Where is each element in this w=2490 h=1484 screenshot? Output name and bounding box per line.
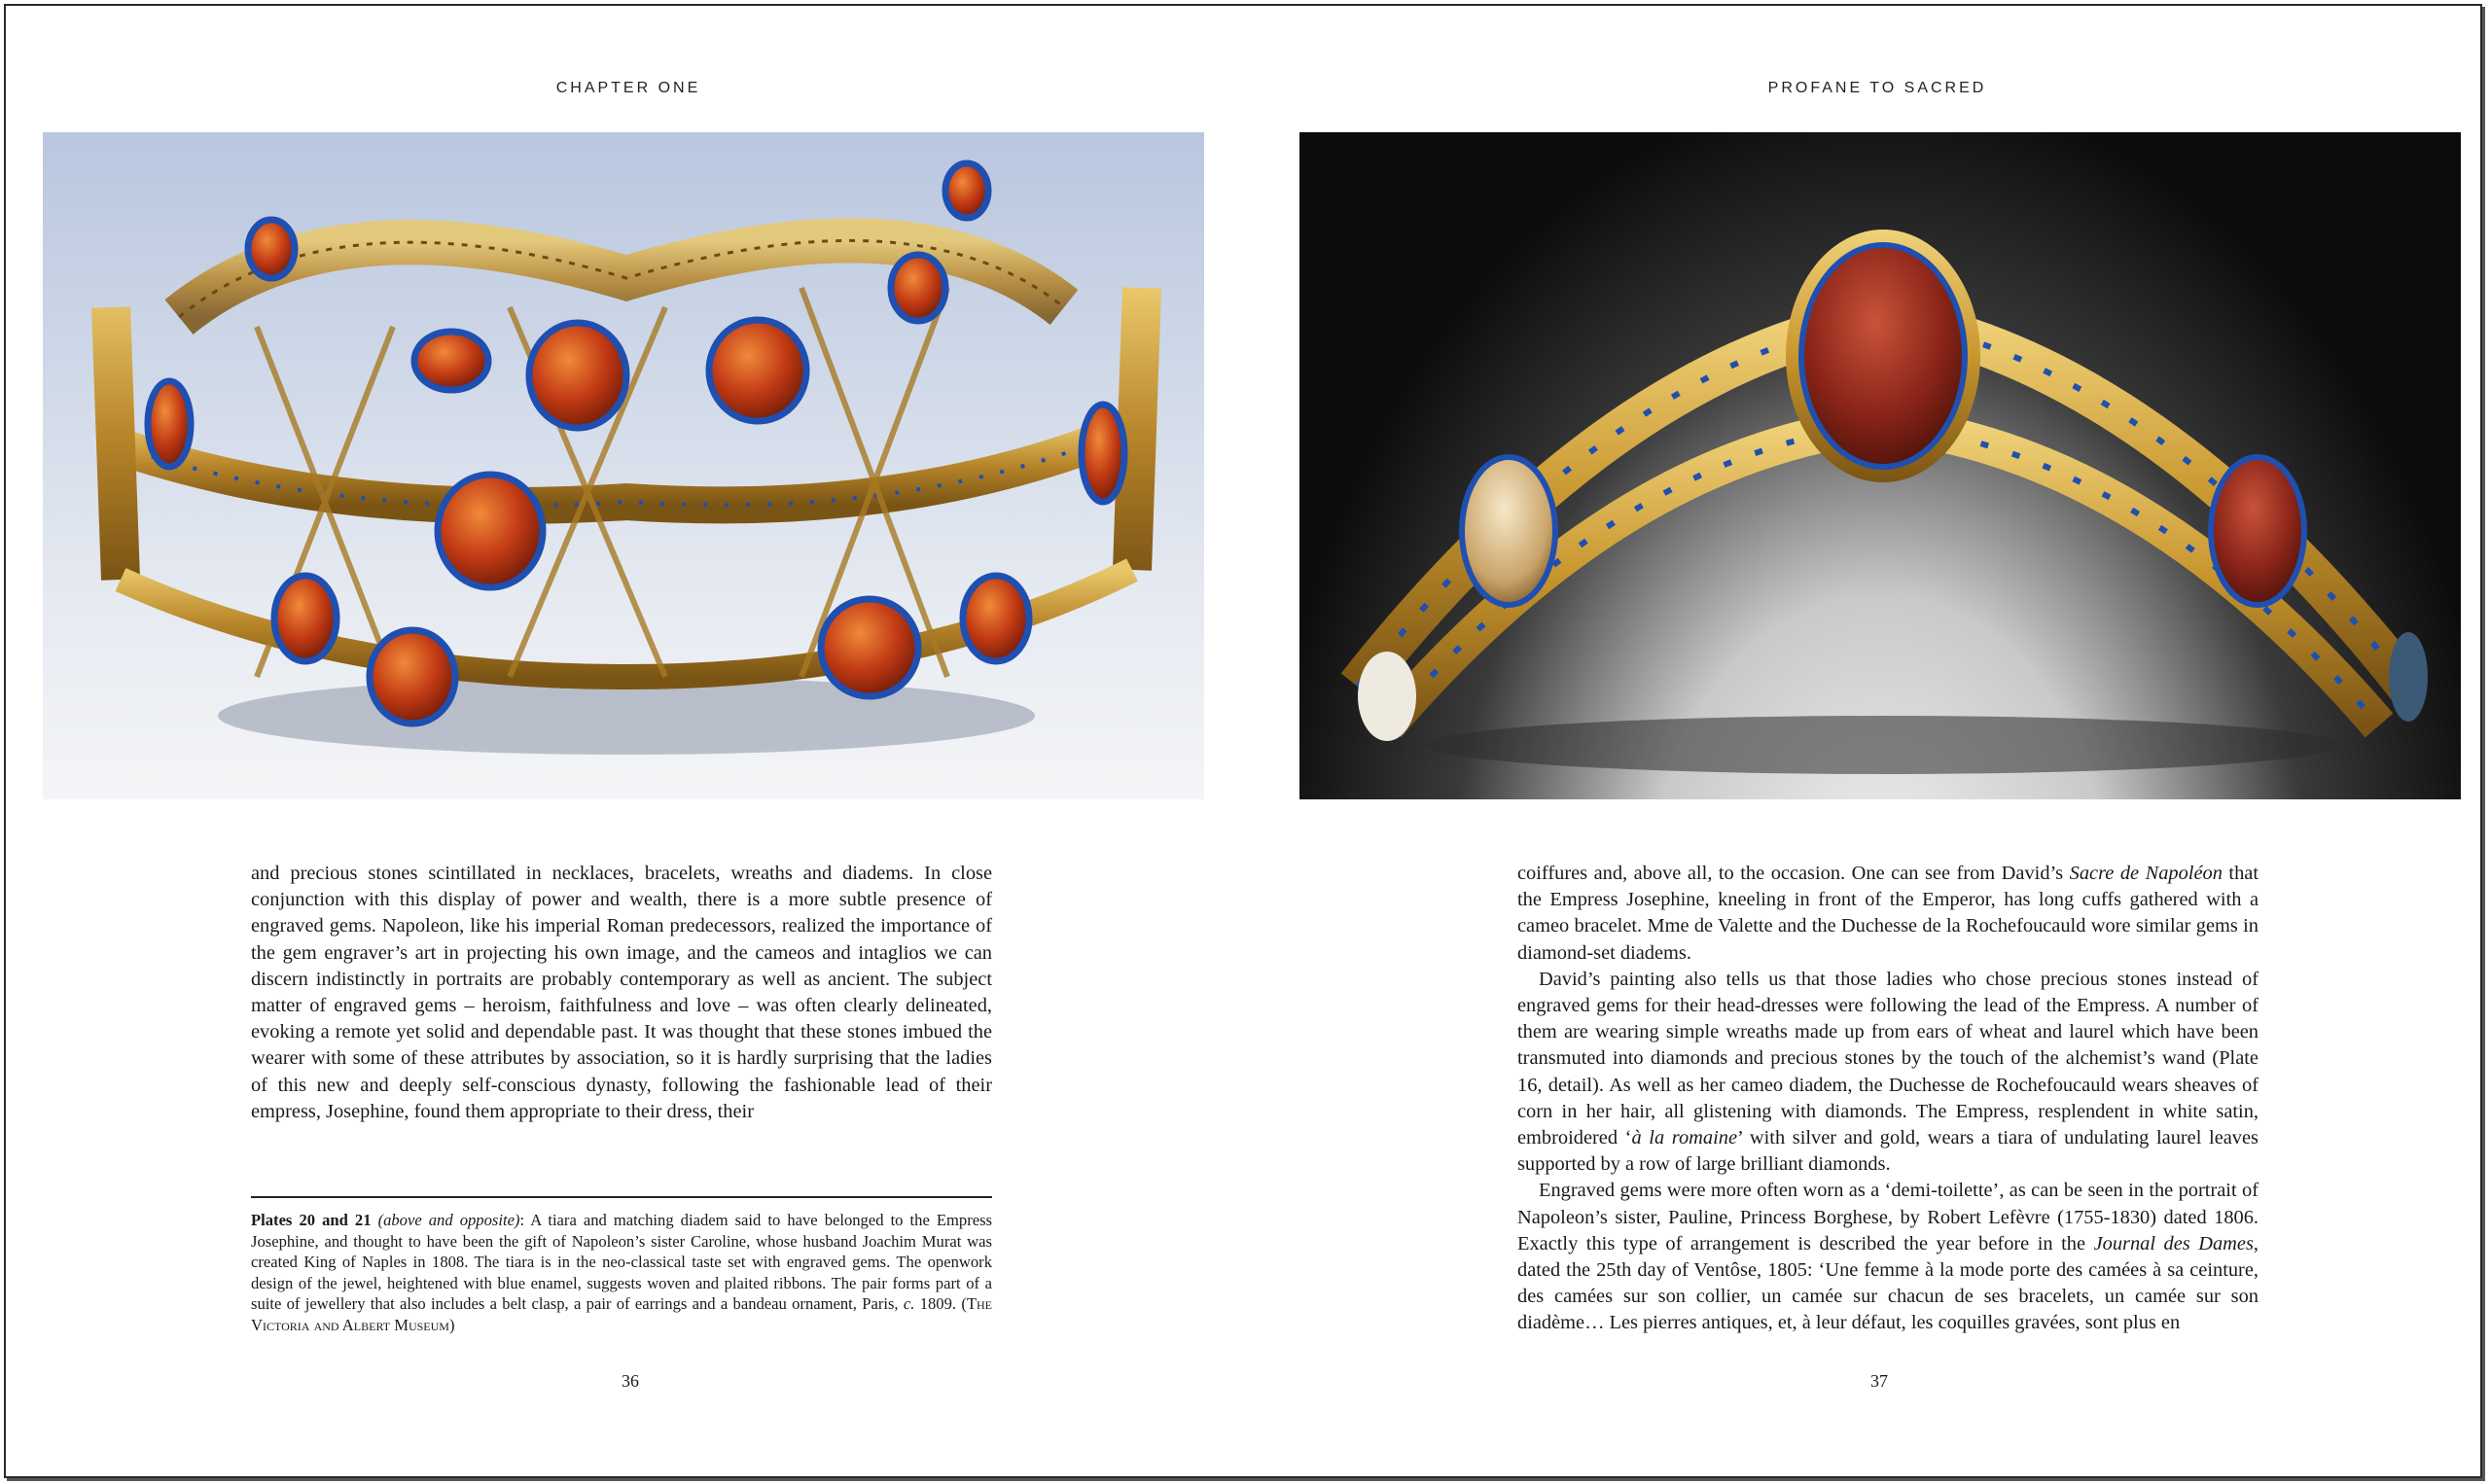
running-head-left: CHAPTER ONE — [555, 80, 701, 96]
paragraph-1-text-b: that the Empress Josephine, kneeling in front of the Emperor, has long cuffs gathered with a cameo bracelet. Mme de Valette and the Duchesse de la Rochefoucauld wore similar gems in diamond-set diadems. — [1517, 863, 2259, 964]
running-head-right: PROFANE TO SACRED — [1767, 80, 1987, 96]
caption-year: 1809. ( — [914, 1294, 967, 1314]
book-spread — [4, 4, 2482, 1478]
page-number-right: 37 — [1870, 1371, 1888, 1391]
left-page — [6, 6, 1243, 1476]
paragraph-1-italic: Sacre de Napoléon — [2069, 863, 2223, 884]
caption-close: ) — [448, 1315, 455, 1334]
caption-lead-note: (above and opposite) — [377, 1211, 520, 1229]
caption-credit: The Victoria and Albert Museum — [251, 1294, 992, 1334]
right-paragraph-3 — [1517, 1178, 2259, 1336]
paragraph-2-italic: à la romaine — [1631, 1127, 1737, 1149]
plate-21-diadem-photo — [1299, 132, 2461, 799]
right-paragraph-2 — [1517, 967, 2259, 1179]
right-body-text — [1517, 861, 2259, 1337]
paragraph-2-text-a: David’s painting also tells us that those ladies who chose precious stones instead of engraved gems for their head-dresses were following the lead of the Empress. A number of them are wearing simple wreaths made up from ears of wheat and laurel which have been transmuted into diamonds and precious stones by the touch of the alchemist’s wand (Plate 16, detail). As well as her cameo diadem, the Duchesse de Rochefoucauld wears sheaves of corn in her hair, all glistening with diamonds. The Empress, resplendent in white satin, embroidered ‘ — [1517, 968, 2259, 1149]
paragraph-3-text-b: , dated the 25th day of Ventôse, 1805: ‘Une femme à la mode porte des camées à sa ceinture, des camées sur son collier, un camée sur chacun de ses bracelets, un camée sur son diadème… Les pierres antiques, et, à leur défaut, les coquilles gravées, sont plus en — [1517, 1232, 2259, 1334]
caption-circa: c. — [903, 1294, 915, 1314]
diadem-illustration — [1299, 132, 2461, 799]
left-paragraph: and precious stones scintillated in necklaces, bracelets, wreaths and diadems. In close conjunction with this display of power and wealth, there is a more subtle presence of engraved gems. Napoleon, like his imperial Roman predecessors, realized the importance of the gem engraver’s art in projecting his own image, and the cameos and intaglios we can discern indistinctly in portraits are probably contemporary as well as ancient. The subject matter of engraved gems – heroism, faithfulness and love – was often clearly delineated, evoking a remote yet solid and dependable past. It was thought that these stones imbued the wearer with some of these attributes by association, so it is hardly surprising that the ladies of this new and deeply self-conscious dynasty, following the fashionable lead of their empress, Josephine, found them appropriate to their dress, their — [251, 863, 992, 1122]
plate-20-tiara-photo — [43, 132, 1204, 799]
page-number-left: 36 — [622, 1371, 639, 1391]
caption-lead: Plates 20 and 21 — [251, 1211, 372, 1229]
tiara-illustration — [43, 132, 1204, 799]
left-body-text — [251, 861, 992, 1125]
paragraph-1-text-a: coiffures and, above all, to the occasion. One can see from David’s — [1517, 863, 2070, 884]
right-paragraph-1 — [1517, 861, 2259, 967]
paragraph-3-text-a: Engraved gems were more often worn as a ‘demi-toilette’, as can be seen in the portrait of Napoleon’s sister, Pauline, Princess Borghese, by Robert Lefèvre (1755-1830) dated 1806. Exactly this type of arrangement is described the year before in the — [1517, 1180, 2259, 1254]
paragraph-2-text-b: ’ with silver and gold, wears a tiara of undulating laurel leaves supported by a row of large brilliant diamonds. — [1517, 1127, 2259, 1176]
caption-text: : A tiara and matching diadem said to have belonged to the Empress Josephine, and thought to have been the gift of Napoleon’s sister Caroline, whose husband Joachim Murat was created King of Naples in 1808. The tiara is in the neo-classical taste set with engraved gems. The openwork design of the jewel, heightened with blue enamel, suggests woven and plaited ribbons. The pair forms part of a suite of jewellery that also includes a belt clasp, a pair of earrings and a bandeau ornament, Paris, — [251, 1211, 993, 1314]
plate-caption — [251, 1196, 992, 1336]
paragraph-3-italic: Journal des Dames — [2093, 1232, 2254, 1254]
right-page — [1243, 6, 2480, 1476]
